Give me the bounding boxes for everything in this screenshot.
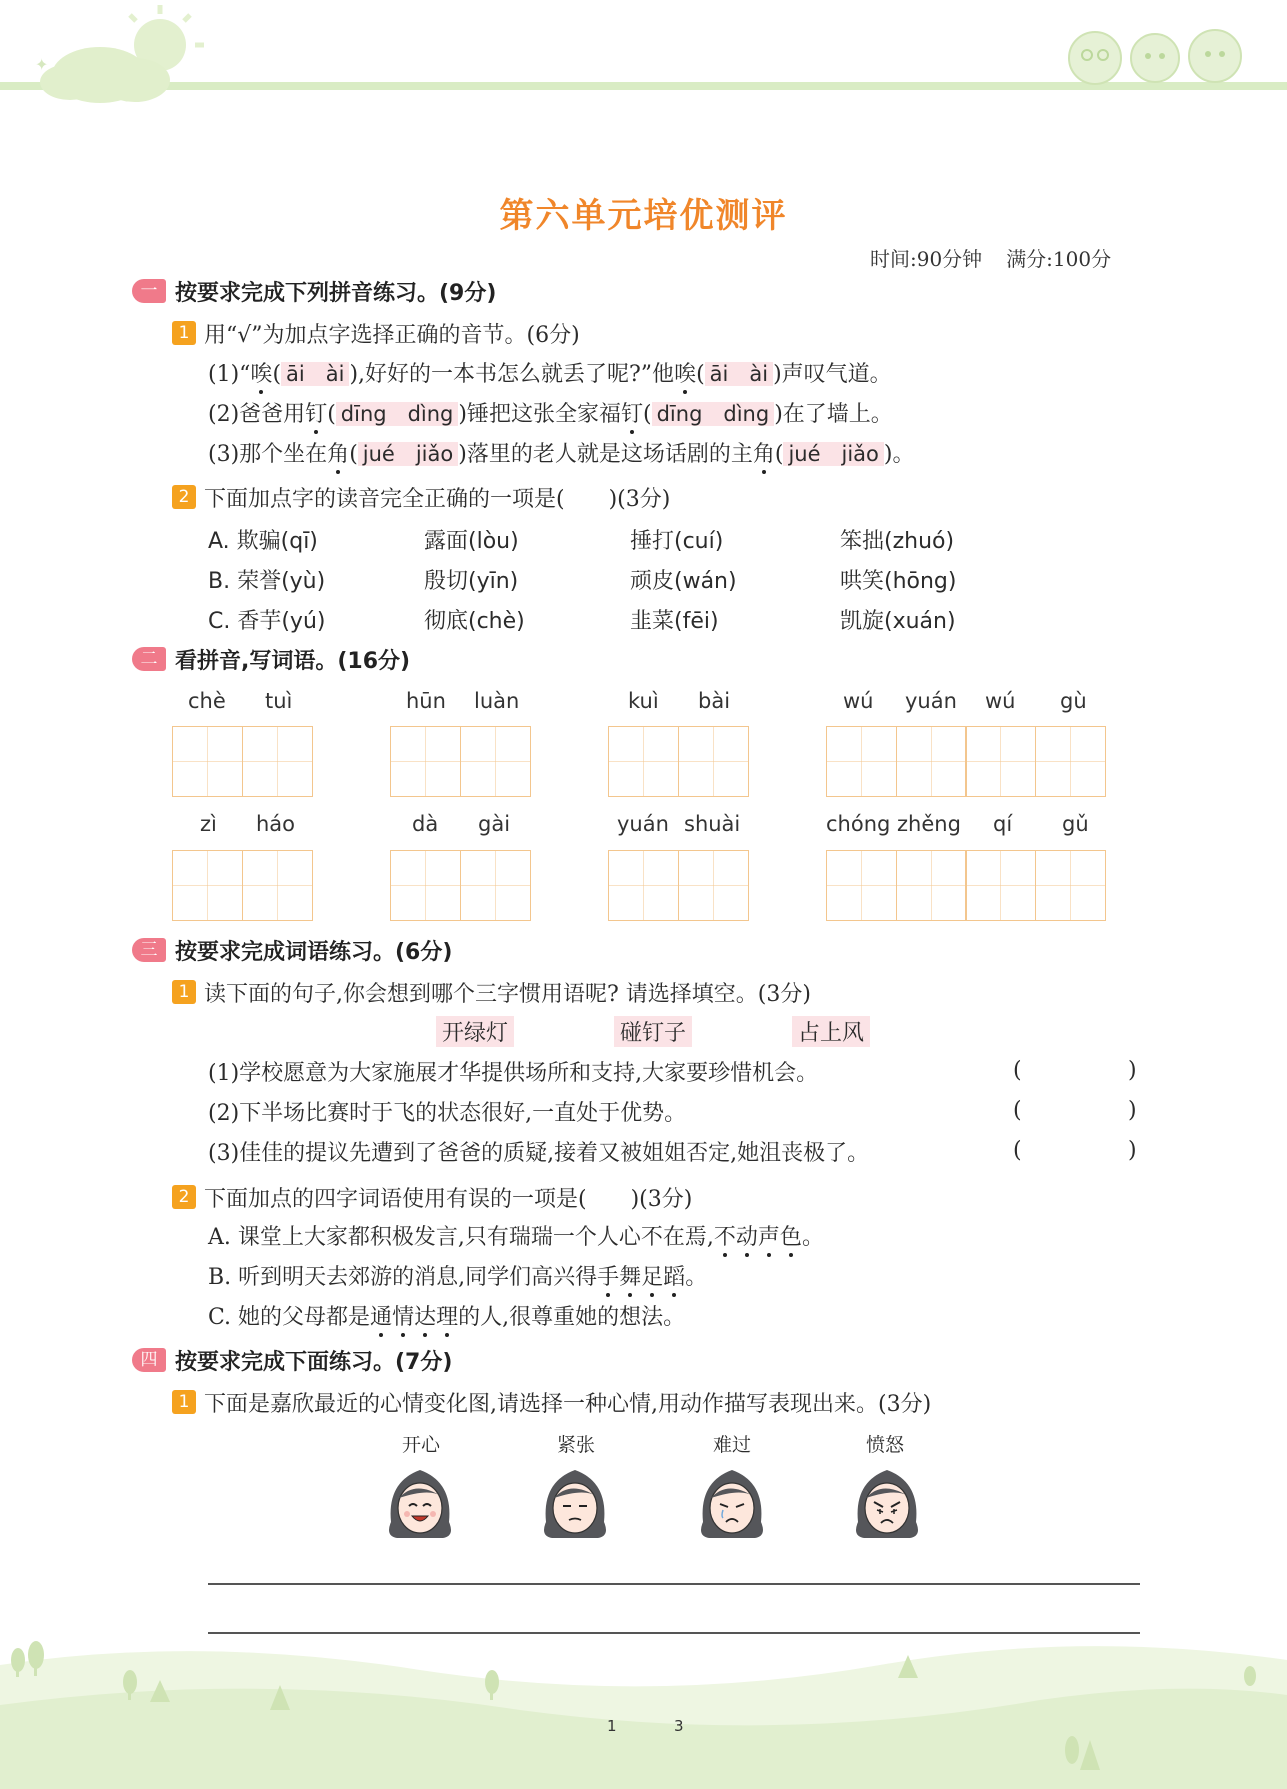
choice-b: B. 听到明天去郊游的消息,同学们高兴得手舞足蹈。	[208, 1265, 708, 1290]
mood-label-angry: 愤怒	[866, 1434, 905, 1456]
answer-paren-right: )	[1128, 1058, 1137, 1083]
choice-c: C. 她的父母都是通情达理的人,很尊重她的想法。	[208, 1305, 686, 1330]
question-number: 1	[172, 321, 196, 345]
dotted-char: 达	[414, 1305, 437, 1330]
pinyin-option[interactable]: āi ài	[705, 362, 773, 386]
exam-meta	[870, 243, 1135, 272]
question-text: 用“√”为加点字选择正确的音节。(6分)	[204, 322, 580, 348]
writing-grid[interactable]	[172, 850, 311, 921]
nervous-face-icon	[540, 1462, 610, 1544]
choice-a: A. 课堂上大家都积极发言,只有瑞瑞一个人心不在焉,不动声色。	[208, 1225, 824, 1250]
writing-grid[interactable]	[608, 850, 747, 921]
question-number: 2	[172, 485, 196, 509]
pinyin-option[interactable]: dīng dìng	[652, 402, 775, 426]
pinyin-line-3: (3)那个坐在角( jué jiǎo )落里的老人就是这场话剧的主角( jué jiǎo )。	[208, 442, 915, 467]
writing-grid[interactable]	[826, 726, 1104, 797]
page-title: 第六单元培优测评	[499, 196, 788, 236]
pinyin-syllable: chè	[188, 689, 226, 713]
full-score: 满分:100分	[1006, 247, 1112, 271]
section-1-heading	[132, 276, 496, 306]
mood-label-happy: 开心	[402, 1434, 441, 1456]
dotted-char: 足	[641, 1265, 664, 1290]
question-1-1	[172, 318, 580, 348]
section-badge: 三	[132, 938, 166, 962]
pinyin-syllable: wú	[843, 689, 874, 713]
dotted-char: 蹈	[663, 1265, 686, 1290]
option-c-3: 韭菜(fēi)	[630, 609, 719, 634]
question-text: 下面加点的四字词语使用有误的一项是( )(3分)	[204, 1186, 693, 1212]
section-title: 按要求完成下列拼音练习。(9分)	[175, 280, 497, 306]
pinyin-syllable: wú	[985, 689, 1016, 713]
page-number-left: 1	[607, 1717, 617, 1735]
idiom-chip: 开绿灯	[436, 1016, 514, 1047]
pinyin-option[interactable]: jué jiǎo	[358, 442, 458, 466]
question-3-2	[172, 1182, 692, 1212]
pinyin-syllable: yuán	[905, 689, 957, 713]
pinyin-syllable: chóng zhěng	[826, 812, 961, 836]
option-c-4: 凯旋(xuán)	[840, 609, 956, 634]
writing-grid[interactable]	[390, 850, 529, 921]
pinyin-option[interactable]: jué jiǎo	[783, 442, 883, 466]
option-b-3: 顽皮(wán)	[630, 569, 737, 594]
question-1-2	[172, 482, 670, 512]
writing-grid[interactable]	[826, 850, 1104, 921]
dotted-idiom	[714, 1225, 802, 1250]
time-limit: 时间:90分钟	[870, 247, 983, 271]
idiom-chip: 占上风	[792, 1016, 870, 1047]
dotted-char: 理	[436, 1305, 459, 1330]
option-c-2: 彻底(chè)	[424, 609, 525, 634]
question-number: 1	[172, 980, 196, 1004]
mood-label-nervous: 紧张	[557, 1434, 596, 1456]
dotted-char: 情	[392, 1305, 415, 1330]
pinyin-syllable: kuì	[628, 689, 659, 713]
page-number-right: 3	[674, 1717, 684, 1735]
pinyin-syllable: dà	[412, 812, 439, 836]
pinyin-syllable: hūn	[406, 689, 446, 713]
angry-face-icon	[852, 1462, 922, 1544]
writing-grid[interactable]	[172, 726, 311, 797]
dotted-char: 舞	[619, 1265, 642, 1290]
option-b-4: 哄笑(hōng)	[840, 569, 957, 594]
question-number: 1	[172, 1390, 196, 1414]
question-text: 下面是嘉欣最近的心情变化图,请选择一种心情,用动作描写表现出来。(3分)	[204, 1391, 932, 1417]
mood-label-sad: 难过	[713, 1434, 752, 1456]
fill-sentence-2: (2)下半场比赛时于飞的状态很好,一直处于优势。	[208, 1101, 687, 1126]
question-3-1	[172, 977, 811, 1007]
dotted-idiom	[370, 1305, 458, 1330]
answer-paren-left[interactable]: (	[1013, 1138, 1022, 1163]
dotted-char: 不	[713, 1225, 736, 1250]
pinyin-syllable: gù	[1060, 689, 1087, 713]
question-text: 下面加点字的读音完全正确的一项是( )(3分)	[204, 486, 671, 512]
answer-line-1[interactable]	[208, 1583, 1140, 1585]
option-a-4: 笨拙(zhuó)	[840, 529, 955, 554]
section-badge: 一	[132, 279, 166, 303]
dotted-char: 色	[779, 1225, 802, 1250]
pinyin-option[interactable]: dīng dìng	[336, 402, 459, 426]
dotted-idiom	[597, 1265, 685, 1290]
idiom-chip: 碰钉子	[614, 1016, 692, 1047]
option-b-2: 殷切(yīn)	[424, 569, 519, 594]
section-title: 按要求完成词语练习。(6分)	[175, 939, 453, 965]
option-a-2: 露面(lòu)	[424, 529, 519, 554]
pinyin-syllable: luàn	[474, 689, 520, 713]
section-title: 看拼音,写词语。(16分)	[175, 648, 411, 674]
question-4-1	[172, 1387, 931, 1417]
dotted-char: 声	[757, 1225, 780, 1250]
fill-sentence-3: (3)佳佳的提议先遭到了爸爸的质疑,接着又被姐姐否定,她沮丧极了。	[208, 1141, 870, 1166]
section-badge: 四	[132, 1348, 166, 1372]
section-3-heading	[132, 935, 452, 965]
pinyin-syllable: bài	[698, 689, 731, 713]
pinyin-syllable: shuài	[684, 812, 741, 836]
writing-grid[interactable]	[608, 726, 747, 797]
question-text: 读下面的句子,你会想到哪个三字惯用语呢? 请选择填空。(3分)	[204, 981, 811, 1007]
dotted-char: 动	[735, 1225, 758, 1250]
section-2-heading	[132, 644, 410, 674]
pinyin-syllable: yuán	[617, 812, 669, 836]
dotted-char: 通	[370, 1305, 393, 1330]
pinyin-line-1: (1)“唉( āi ài ),好好的一本书怎么就丢了呢?”他唉( āi ài )声叹气道。	[208, 362, 892, 387]
answer-paren-right: )	[1128, 1138, 1137, 1163]
pinyin-line-2: (2)爸爸用钉( dīng dìng )锤把这张全家福钉( dīng dìng )在了墙上。	[208, 402, 893, 427]
option-a-1: A. 欺骗(qī)	[208, 529, 318, 554]
sad-face-icon	[697, 1462, 767, 1544]
section-4-heading	[132, 1345, 452, 1375]
pinyin-syllable: qí	[993, 812, 1013, 836]
option-a-3: 捶打(cuí)	[630, 529, 724, 554]
pinyin-syllable: zì	[200, 812, 217, 836]
sun-cloud-decoration	[10, 0, 210, 110]
answer-paren-left[interactable]: (	[1013, 1058, 1022, 1083]
pinyin-syllable: gǔ	[1062, 812, 1089, 836]
pinyin-syllable: tuì	[265, 689, 293, 713]
section-badge: 二	[132, 647, 166, 671]
happy-face-icon	[385, 1462, 455, 1544]
answer-paren-left[interactable]: (	[1013, 1098, 1022, 1123]
writing-grid[interactable]	[390, 726, 529, 797]
option-b-1: B. 荣誉(yù)	[208, 569, 326, 594]
animal-faces-decoration	[1060, 20, 1260, 90]
section-title: 按要求完成下面练习。(7分)	[175, 1349, 453, 1375]
option-c-1: C. 香芋(yú)	[208, 609, 326, 634]
question-number: 2	[172, 1185, 196, 1209]
pinyin-syllable: háo	[256, 812, 296, 836]
fill-sentence-1: (1)学校愿意为大家施展才华提供场所和支持,大家要珍惜机会。	[208, 1061, 819, 1086]
svg-text:✦: ✦	[35, 55, 49, 74]
answer-paren-right: )	[1128, 1098, 1137, 1123]
dotted-char: 手	[597, 1265, 620, 1290]
pinyin-syllable: gài	[478, 812, 511, 836]
landscape-decoration	[0, 1610, 1287, 1789]
pinyin-option[interactable]: āi ài	[281, 362, 349, 386]
